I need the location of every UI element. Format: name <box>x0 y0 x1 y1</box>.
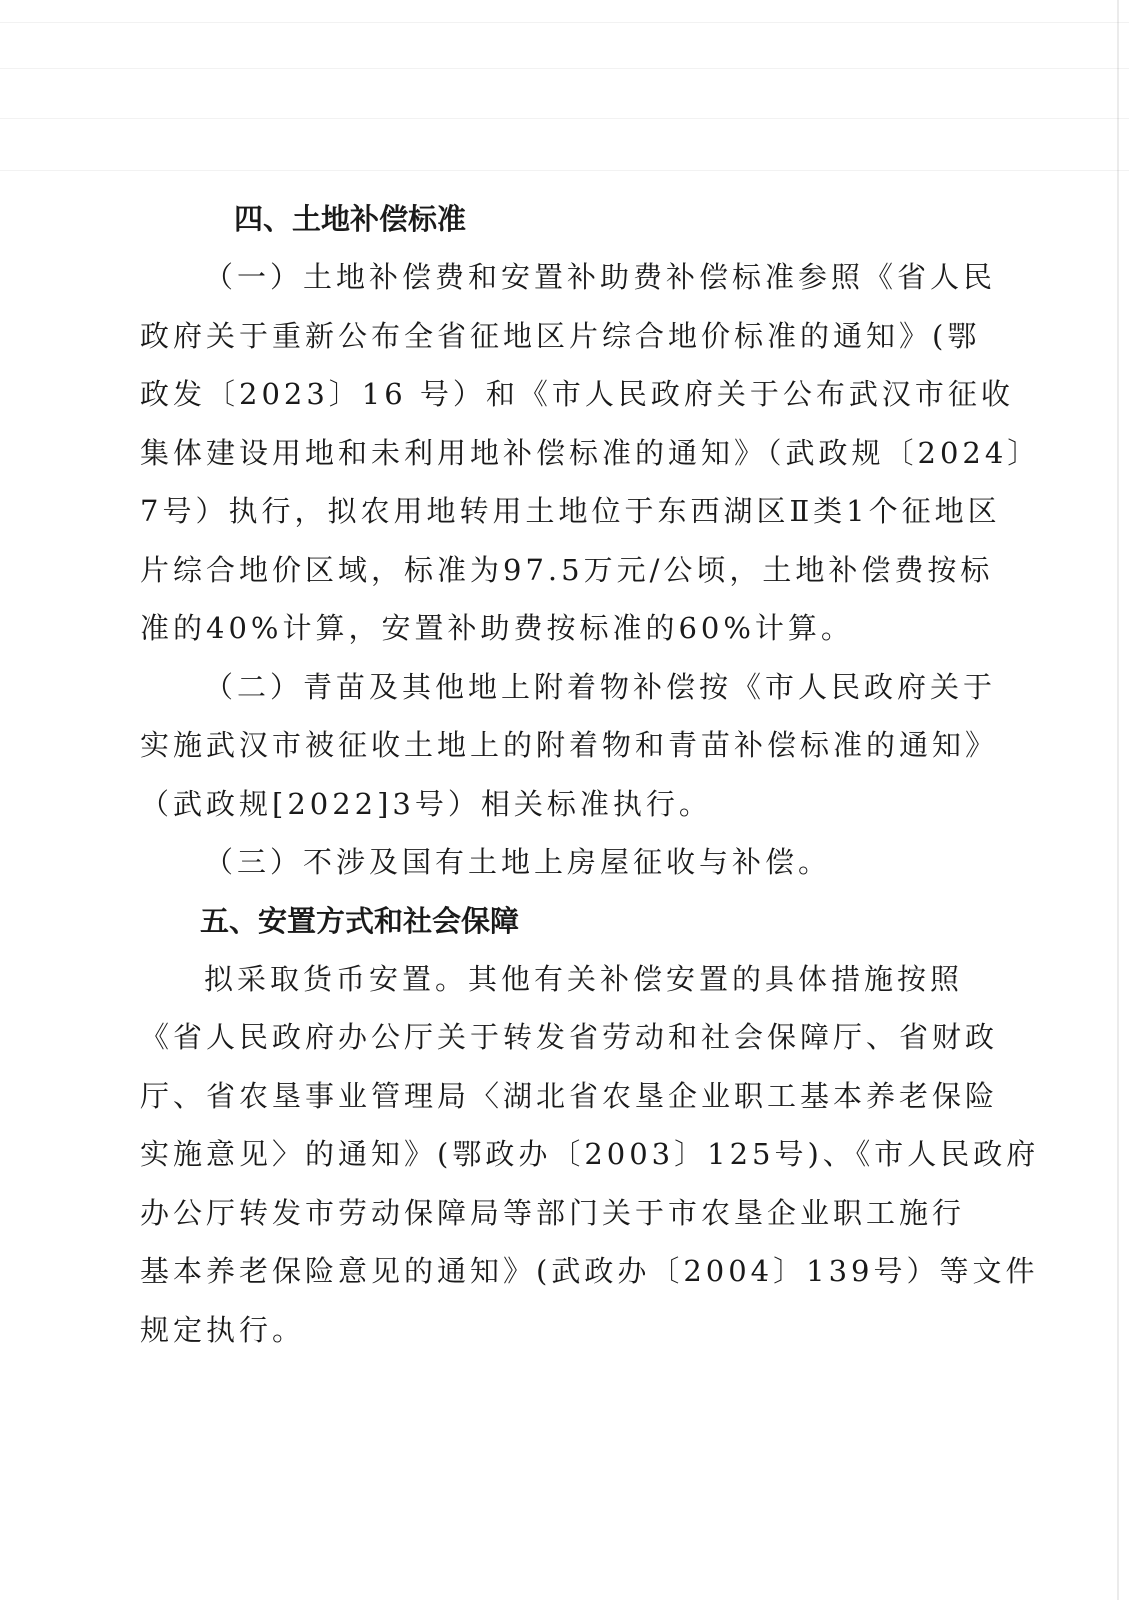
scan-artifact <box>0 68 1129 69</box>
text-line: （二）青苗及其他地上附着物补偿按《市人民政府关于 <box>204 669 997 704</box>
text-line: （三）不涉及国有土地上房屋征收与补偿。 <box>204 845 832 879</box>
text-line: 实施武汉市被征收土地上的附着物和青苗补偿标准的通知》 <box>140 728 999 762</box>
text-line: 政府关于重新公布全省征地区片综合地价标准的通知》(鄂 <box>140 318 981 353</box>
text-line: 厅、省农垦事业管理局〈湖北省农垦企业职工基本养老保险 <box>140 1078 999 1113</box>
text-line: 实施意见〉的通知》(鄂政办〔2003〕125号)、《市人民政府 <box>140 1137 1040 1171</box>
section-heading-5: 五、安置方式和社会保障 <box>200 903 520 938</box>
text-line: 基本养老保险意见的通知》(武政办〔2004〕139号）等文件 <box>140 1254 1039 1288</box>
paragraph-5-1 <box>140 950 1040 1360</box>
text-line: （一）土地补偿费和安置补助费补偿标准参照《省人民 <box>204 260 997 294</box>
text-line: 拟采取货币安置。其他有关补偿安置的具体措施按照 <box>204 961 964 996</box>
text-line: 办公厅转发市劳动保障局等部门关于市农垦企业职工施行 <box>140 1195 966 1230</box>
page-edge <box>1117 0 1119 1600</box>
text-line: 集体建设用地和未利用地补偿标准的通知》（武政规〔2024〕 <box>140 435 1041 470</box>
document-body <box>140 190 1041 1359</box>
scan-artifact <box>0 118 1129 119</box>
section-heading-4: 四、土地补偿标准 <box>234 202 467 236</box>
paragraph-4-3 <box>140 833 910 892</box>
scan-artifact <box>0 170 1129 171</box>
paragraph-4-1 <box>140 248 1041 658</box>
text-line: 《省人民政府办公厅关于转发省劳动和社会保障厅、省财政 <box>140 1020 999 1054</box>
text-line: 片综合地价区域，标准为97.5万元/公顷，土地补偿费按标 <box>140 552 994 587</box>
text-line: 政发〔2023〕16 号）和《市人民政府关于公布武汉市征收 <box>140 377 1014 411</box>
text-line: 规定执行。 <box>140 1312 306 1347</box>
text-line: 准的40%计算，安置补助费按标准的60%计算。 <box>140 611 854 645</box>
scan-artifact <box>0 22 1129 23</box>
text-line: 7号）执行，拟农用地转用土地位于东西湖区Ⅱ类1个征地区 <box>140 494 1001 528</box>
text-line: （武政规[2022]3号）相关标准执行。 <box>140 786 712 821</box>
paragraph-4-2 <box>140 658 999 834</box>
